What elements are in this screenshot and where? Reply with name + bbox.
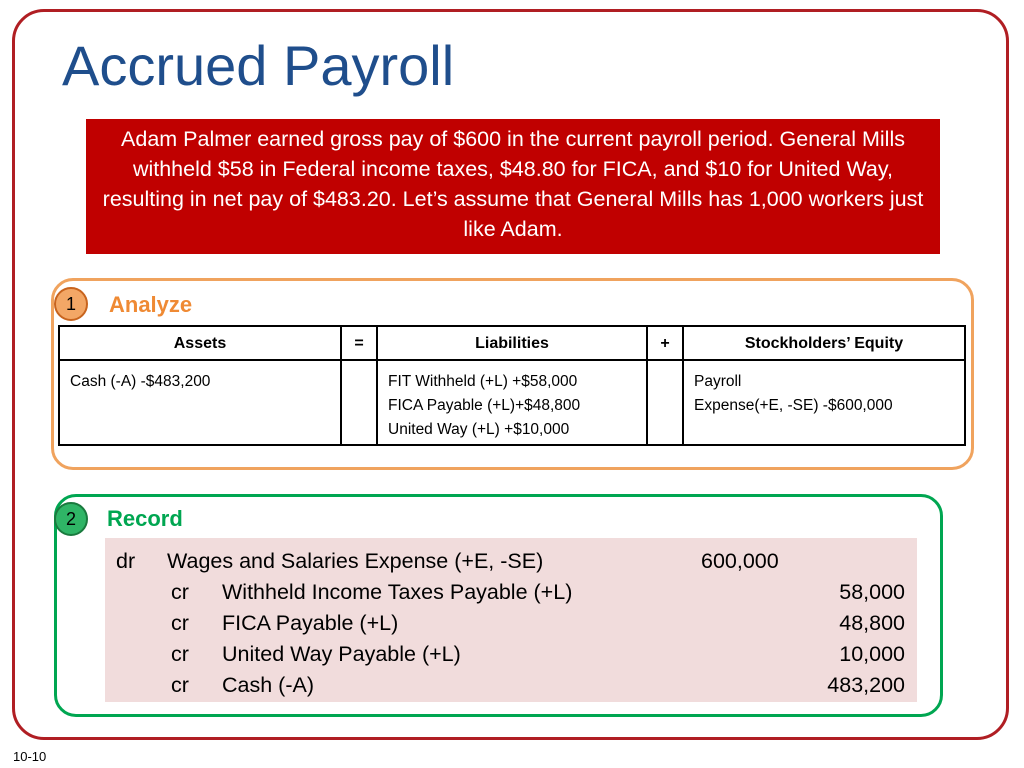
liabilities-header: Liabilities: [378, 327, 646, 361]
account-name: United Way Payable (+L): [222, 642, 461, 666]
assets-header: Assets: [60, 327, 340, 361]
debit-amount: 600,000: [701, 549, 779, 573]
slide-title: Accrued Payroll: [62, 34, 455, 97]
plus-sign: +: [648, 327, 682, 361]
journal-line: [105, 666, 917, 697]
credit-amount: 58,000: [839, 580, 905, 604]
step-1-badge: 1: [54, 287, 88, 321]
equals-column: [342, 327, 378, 444]
entry-type: cr: [171, 611, 189, 635]
accounting-equation-table: [58, 325, 966, 446]
entry-type: cr: [171, 673, 189, 697]
step-2-badge: 2: [54, 502, 88, 536]
journal-line: [105, 573, 917, 604]
scenario-box: Adam Palmer earned gross pay of $600 in the current payroll period. General Mills withheld $58 in Federal income taxes, $48.80 for FICA, and $10 for United Way, resulting in net pay of $483.20. Let’s assume that General Mills has 1,000 workers just like Adam.: [86, 119, 940, 254]
journal-line: [105, 604, 917, 635]
record-label: Record: [107, 506, 183, 531]
equals-sign: =: [342, 327, 376, 361]
slide-number: 10-10: [13, 749, 47, 764]
credit-amount: 483,200: [827, 673, 905, 697]
account-name: Withheld Income Taxes Payable (+L): [222, 580, 573, 604]
journal-line: [105, 635, 917, 666]
account-name: Wages and Salaries Expense (+E, -SE): [167, 549, 544, 573]
analyze-label: Analyze: [109, 292, 193, 317]
entry-type: cr: [171, 580, 189, 604]
entry-type: cr: [171, 642, 189, 666]
equity-cell: Payroll Expense(+E, -SE) -$600,000: [694, 373, 893, 414]
assets-column: [60, 327, 342, 444]
credit-amount: 48,800: [839, 611, 905, 635]
journal-entry: [105, 538, 917, 702]
journal-line: [105, 542, 917, 573]
entry-type: dr: [116, 549, 136, 573]
equity-column: [684, 327, 964, 444]
liabilities-column: [378, 327, 648, 444]
credit-amount: 10,000: [839, 642, 905, 666]
account-name: Cash (-A): [222, 673, 314, 697]
equity-header: Stockholders’ Equity: [684, 327, 964, 361]
assets-cell: Cash (-A) -$483,200: [70, 373, 211, 390]
account-name: FICA Payable (+L): [222, 611, 399, 635]
plus-column: [648, 327, 684, 444]
liabilities-cell: FIT Withheld (+L) +$58,000 FICA Payable (+L)+$48,800 United Way (+L) +$10,000: [388, 373, 581, 438]
